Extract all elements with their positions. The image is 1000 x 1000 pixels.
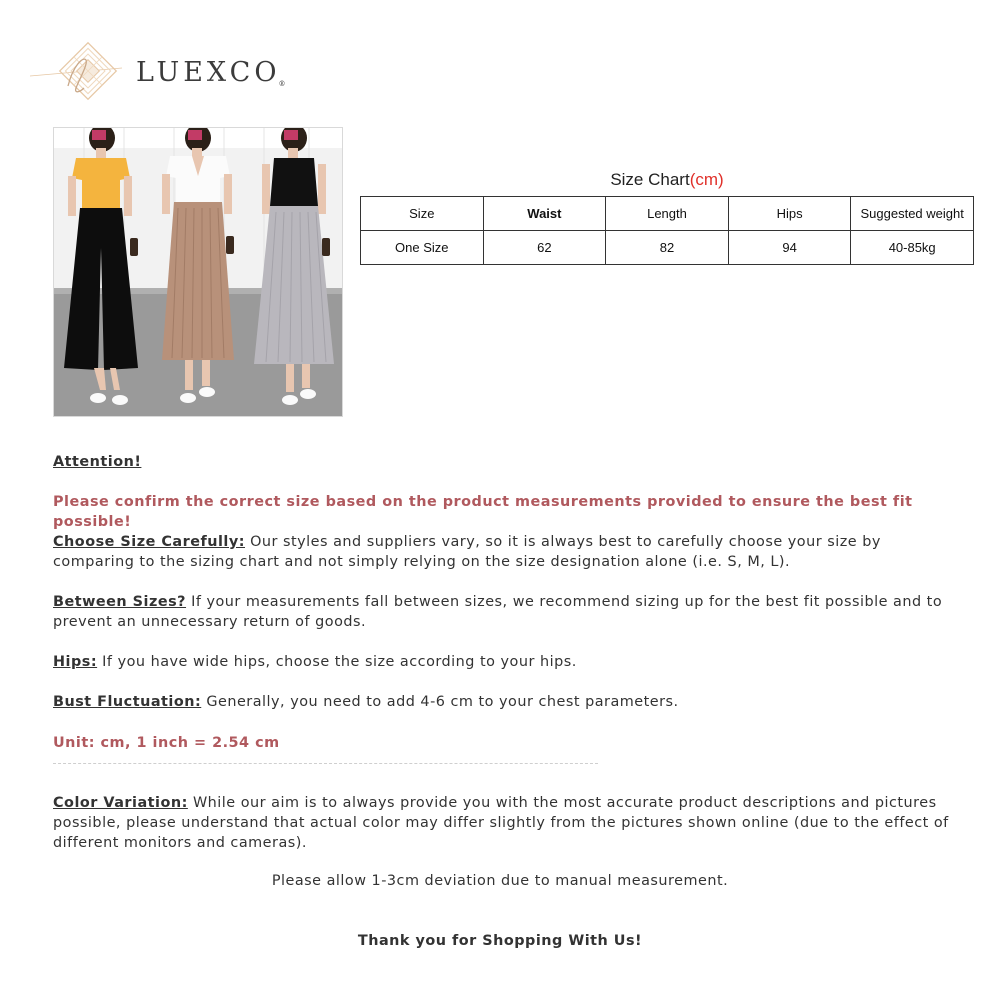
size-chart-title: Size Chart(cm): [610, 170, 724, 189]
brand-logo: [28, 36, 285, 106]
bust-text: Generally, you need to add 4-6 cm to your chest parameters.: [201, 694, 679, 710]
choose-size-note: [53, 532, 953, 572]
header-waist: Waist: [483, 197, 606, 231]
brand-name: LUEXCO®: [136, 56, 286, 88]
size-chart-unit: (cm): [689, 170, 724, 189]
confirm-size-note: Please confirm the correct size based on the product measurements provided to ensure the best fit possible!: [53, 494, 913, 530]
choose-size-label: Choose Size Carefully:: [53, 534, 245, 550]
size-chart-table: [360, 196, 974, 265]
table-row: [361, 231, 974, 265]
header-size: Size: [361, 197, 484, 231]
header-suggested-weight: Suggested weight: [851, 197, 974, 231]
between-sizes-label: Between Sizes?: [53, 594, 187, 610]
cell-waist: 62: [483, 231, 606, 265]
header-hips: Hips: [728, 197, 851, 231]
color-variation-note: [53, 793, 953, 853]
between-sizes-note: [53, 592, 953, 632]
cell-hips: 94: [728, 231, 851, 265]
hips-label: Hips:: [53, 654, 98, 670]
bust-label: Bust Fluctuation:: [53, 694, 202, 710]
header-length: Length: [606, 197, 729, 231]
attention-heading: Attention!: [53, 454, 142, 470]
size-chart-header-row: [361, 197, 974, 231]
color-variation-label: Color Variation:: [53, 795, 188, 811]
color-variation-text: While our aim is to always provide you with the most accurate product descriptions and pictures possible, please understand that actual color may differ slightly from the pictures shown online (due to the effect of different monitors and cameras).: [53, 795, 949, 851]
cell-suggested-weight: 40-85kg: [851, 231, 974, 265]
hips-note: [53, 652, 953, 672]
logo-diamond-icon: [28, 36, 124, 106]
between-sizes-text: If your measurements fall between sizes, we recommend sizing up for the best fit possible and to prevent an unnecessary return of goods.: [53, 594, 943, 630]
bust-note: [53, 692, 953, 712]
unit-note: Unit: cm, 1 inch = 2.54 cm: [53, 735, 280, 751]
model-grey-pants: [254, 128, 334, 405]
cell-length: 82: [606, 231, 729, 265]
cell-size: One Size: [361, 231, 484, 265]
product-photo: [53, 127, 343, 417]
models-illustration: [54, 128, 342, 416]
choose-size-text: Our styles and suppliers vary, so it is always best to carefully choose your size by comparing to the sizing chart and not simply relying on the size designation alone (i.e. S, M, L).: [53, 534, 881, 570]
hips-text: If you have wide hips, choose the size according to your hips.: [97, 654, 577, 670]
deviation-note: Please allow 1-3cm deviation due to manual measurement.: [271, 873, 729, 889]
divider: [53, 763, 598, 764]
thank-you-message: Thank you for Shopping With Us!: [357, 933, 643, 949]
